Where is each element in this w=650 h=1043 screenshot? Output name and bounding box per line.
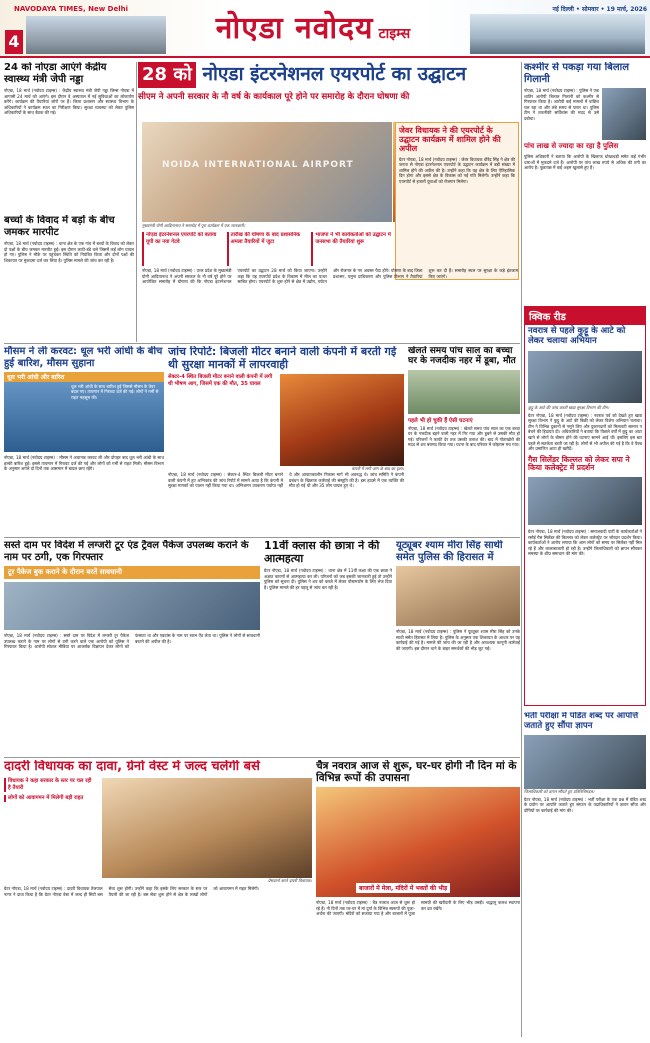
- quick-read-photo2: [528, 477, 642, 525]
- quick-read-3: [524, 712, 646, 1037]
- main-bullets: [142, 232, 392, 266]
- weather-photo-label: धूल भरी आंधी और बारिश: [4, 372, 164, 382]
- right-top-body2: पुलिस अधिकारी ने बताया कि आरोपी के खिलाफ धोखाधड़ी समेत कई गंभीर धाराओं में मुकदमे दर्ज हैं। आरोपी पर पांच लाख रुपये से अधिक की ठगी का आरोप है। पूछताछ में कई अहम खुलासे हुए हैं।: [524, 154, 646, 171]
- masthead-date: नई दिल्ली • सोमवार • 19 मार्च, 2026: [552, 6, 647, 13]
- quick-read-photo3: [524, 735, 646, 789]
- dadri-article: [4, 760, 312, 1035]
- right-top-body: नोएडा, 18 मार्च (नवोदय टाइम्स) : पुलिस ने एक शातिर आरोपी बिलाल गिलानी को कश्मीर से गिरफ्तार किया है। आरोपी कई मामलों में वांछित चल रहा था और लंबे समय से फरार था। पुलिस टीम ने तकनीकी सर्विलांस की मदद से उसे दबोचा।: [524, 88, 599, 121]
- meter-photo-caption: कंपनी में लगी आग के बाद का दृश्य।: [351, 466, 404, 472]
- weather-photo-text: धूल भरी आंधी के साथ बारिश हुई जिससे मौसम के तेवर बदल गए। तापमान में गिरावट दर्ज की गई। लोगों ने गर्मी से राहत महसूस की।: [71, 384, 159, 400]
- youtuber-body: नोएडा, 18 मार्च (नवोदय टाइम्स) : पुलिस ने यूट्यूबर श्याम मीरा सिंह को उनके साथी समेत हिरासत में लिया है। पुलिस के अनुसार एक शिकायत के आधार पर यह कार्रवाई की गई है। मामले की जांच की जा रही है और आवश्यक कानूनी कार्रवाई की जाएगी। इस दौरान थाने के बाहर समर्थकों की भीड़ जुट गई।: [396, 629, 520, 651]
- youtuber-article: [396, 540, 520, 755]
- rule-h3: [4, 757, 520, 758]
- main-caption: मुख्यमंत्री योगी आदित्यनाथ ने समारोह में पूरा कार्यक्रम में एक जानकारी।: [142, 223, 246, 228]
- masthead-photo-right: [470, 14, 645, 54]
- main-body: नोएडा, 18 मार्च (नवोदय टाइम्स) : उत्तर प्रदेश के मुख्यमंत्री योगी आदित्यनाथ ने अपनी सरकार के नौ वर्ष पूरे होने पर आयोजित समारोह में घोषणा की कि नोएडा इंटरनेशनल एयरपोर्ट का उद्घाटन 28 मार्च को किया जाएगा। उन्होंने कहा कि यह एयरपोर्ट प्रदेश के विकास में मील का पत्थर साबित होगा। एयरपोर्ट के शुरू होने से क्षेत्र में उद्योग, पर्यटन और रोजगार के नए अवसर पैदा होंगे। घोषणा के बाद जिला प्रशासन, यमुना प्राधिकरण और पुलिस विभाग ने तैयारियां शुरू कर दी हैं। समारोह स्थल पर सुरक्षा के कड़े इंतजाम किए जाएंगे।: [142, 268, 518, 285]
- left-mid-article: [4, 215, 134, 340]
- page-number: 4: [5, 30, 23, 54]
- left-mid-headline: बच्चों के विवाद में बड़ों के बीच जमकर मारपीट: [4, 215, 115, 238]
- masthead: [0, 0, 650, 58]
- dadri-photo: [102, 778, 312, 878]
- quick-read-headline2: गैस सिलेंडर किल्लत को लेकर सपा ने किया कलेक्ट्रेट में प्रदर्शन: [528, 454, 630, 473]
- luxury-article: [4, 540, 260, 755]
- dadri-caption: प्रेसवार्ता करते दादरी विधायक।: [268, 877, 312, 883]
- dadri-body: ग्रेटर नोएडा, 18 मार्च (नवोदय टाइम्स) : दादरी विधायक तेजपाल नागर ने दावा किया है कि ग्रेटर नोएडा वेस्ट में जल्द ही सिटी बस सेवा शुरू होगी। उन्होंने कहा कि इसके लिए सरकार के स्तर पर तैयारी की जा रही है। बस सेवा शुरू होने से क्षेत्र के लाखों लोगों को आवागमन में राहत मिलेगी।: [4, 885, 260, 897]
- navratra-article: [316, 760, 520, 1035]
- weather-photo: [4, 372, 164, 452]
- luxury-body: नोएडा, 18 मार्च (नवोदय टाइम्स) : सस्ते दाम पर विदेश में लग्जरी टूर पैकेज उपलब्ध कराने के नाम पर लोगों से ठगी करने वाले एक आरोपी को पुलिस ने गिरफ्तार किया है। आरोपी सोशल मीडिया पर आकर्षक विज्ञापन देकर लोगों को फंसाता था और एडवांस के नाम पर रकम ऐंठ लेता था। पुलिस ने लोगों से सावधानी बरतने की अपील की है।: [4, 633, 260, 650]
- canal-headline: खेलते समय पांच साल का बच्चा घर के नजदीक नहर में डूबा, मौत: [408, 346, 516, 367]
- right-top-photo: [602, 88, 646, 140]
- masthead-photo-left: [26, 16, 166, 54]
- navratra-photo: [316, 787, 520, 897]
- main-headline: [138, 62, 520, 88]
- weather-article: [4, 346, 164, 536]
- quick-read: [524, 306, 646, 706]
- youtuber-photo: [396, 566, 520, 626]
- masthead-title-main: नोएडा नवोदय: [215, 11, 374, 46]
- left-top-body: नोएडा, 18 मार्च (नवोदय टाइम्स) : केंद्रीय स्वास्थ्य मंत्री जेपी नड्डा जिम्स नोएडा में आगामी 24 मार्च को आएंगे। इस दौरान वे अस्पताल में नई सुविधाओं का लोकार्पण करेंगे। कार्यक्रम की तैयारियां जोरों पर हैं। जिला प्रशासन और स्वास्थ्य विभाग के अधिकारियों ने कार्यक्रम स्थल का निरीक्षण किया। सुरक्षा व्यवस्था को लेकर पुलिस अधिकारियों के साथ बैठक की गई।: [4, 88, 134, 116]
- rule-h2: [4, 537, 520, 538]
- sidebox-headline: जेवर विधायक ने की एयरपोर्ट के उद्घाटन कार्यक्रम में शामिल होने की अपील: [399, 126, 501, 154]
- quick-read-body3: ग्रेटर नोएडा, 18 मार्च (नवोदय टाइम्स) : भर्ती परीक्षा के एक प्रश्न में पंडित शब्द के प्रयोग पर आपत्ति जताते हुए संगठन के पदाधिकारियों ने ज्ञापन सौंपा और दोषियों पर कार्रवाई की मांग की।: [524, 796, 646, 813]
- masthead-left-tag: NAVODAYA TIMES, New Delhi: [14, 5, 128, 13]
- main-bullet-3: भाजपा ने भी कार्यकर्ताओं को उद्घाटन में जनसभा की तैयारियां शुरू: [311, 232, 392, 266]
- right-top-inset: पांच लाख से ज्यादा का रहा है पुलिस: [524, 142, 619, 150]
- student-headline: 11वीं क्लास की छात्रा ने की आत्महत्या: [264, 540, 380, 565]
- quick-read-headline: नवरात्र से पहले कुट्टू के आटे को लेकर चलाया अभियान: [528, 326, 626, 346]
- luxury-banner: टूर पैकेज बुक कराने के दौरान बरतें सावधानी: [4, 566, 260, 579]
- left-mid-body: नोएडा, 18 मार्च (नवोदय टाइम्स) : थाना क्षेत्र के एक गांव में बच्चों के विवाद को लेकर दो पक्षों के बीच जमकर मारपीट हुई। इस दौरान लाठी-डंडे चले जिसमें कई लोग घायल हो गए। पुलिस ने मौके पर पहुंचकर स्थिति को नियंत्रित किया और दोनों पक्षों की शिकायत पर मुकदमा दर्ज कर लिया है। पुलिस मामले की जांच कर रही है।: [4, 241, 134, 263]
- quick-read-title: क्विक रीड: [525, 307, 645, 325]
- rule-left: [136, 62, 137, 342]
- weather-headline: मौसम ने ली करवट: धूल भरी आंधी के बीच हुई बारिश, मौसम सुहाना: [4, 346, 163, 369]
- main-sidebox: [395, 122, 519, 280]
- canal-inset: पहले भी हो चुकी हैं ऐसी घटनाएं: [408, 417, 473, 424]
- rule-h1: [4, 343, 520, 344]
- quick-read-photo: [528, 351, 642, 403]
- right-top-article: [524, 62, 646, 302]
- meter-body: नोएडा, 18 मार्च (नवोदय टाइम्स) : सेक्टर-4 स्थित बिजली मीटर बनाने वाली कंपनी में हुए अग्निकांड की जांच रिपोर्ट में सामने आया है कि कंपनी में सुरक्षा मानकों का पालन नहीं किया गया था। अग्निशमन उपकरण पर्याप्त नहीं थे और आपातकालीन निकास मार्ग भी अवरुद्ध थे। जांच समिति ने कंपनी प्रबंधन के खिलाफ कार्रवाई की संस्तुति की है। इस हादसे में एक व्यक्ति की मौत हो गई थी और 35 लोग घायल हुए थे।: [168, 472, 404, 489]
- main-photo-text: NOIDA INTERNATIONAL AIRPORT: [162, 160, 354, 170]
- canal-body: नोएडा, 18 मार्च (नवोदय टाइम्स) : खेलते समय पांच साल का एक बच्चा घर के नजदीक बहने वाली नहर में गिर गया और डूबने से उसकी मौत हो गई। परिजनों ने काफी देर तक उसकी तलाश की। बाद में गोताखोरों की मदद से शव बरामद किया गया। घटना के बाद परिवार में कोहराम मच गया।: [408, 425, 520, 448]
- masthead-title-small: टाइम्स: [378, 26, 411, 42]
- dadri-bullets: [4, 778, 94, 802]
- quick-read-body2: ग्रेटर नोएडा, 18 मार्च (नवोदय टाइम्स) : समाजवादी पार्टी के कार्यकर्ताओं ने रसोई गैस सिलेंडर की किल्लत को लेकर कलेक्ट्रेट पर जोरदार प्रदर्शन किया। कार्यकर्ताओं ने आरोप लगाया कि आम लोगों को समय पर सिलेंडर नहीं मिल रहे हैं और कालाबाजारी हो रही है। उन्होंने जिलाधिकारी को ज्ञापन सौंपकर समस्या के शीघ्र समाधान की मांग की।: [528, 528, 642, 557]
- youtuber-headline: यूट्यूबर श्याम मीरा सिंह साथी समेत पुलिस की हिरासत में: [396, 540, 503, 563]
- luxury-photo: [4, 582, 260, 630]
- navratra-body: नोएडा, 18 मार्च (नवोदय टाइम्स) : चैत्र नवरात्र आज से शुरू हो रहे हैं। नौ दिनों तक घर-घर में मां दुर्गा के विभिन्न स्वरूपों की पूजा-अर्चना की जाएगी। मंदिरों को सजाया गया है और बाजारों में पूजा सामग्री की खरीदारी के लिए भीड़ उमड़ी। श्रद्धालु कलश स्थापना कर व्रत रखेंगे।: [316, 900, 520, 917]
- main-subhead: सीएम ने अपनी सरकार के नौ वर्ष के कार्यकाल पूरे होने पर समारोह के दौरान घोषणा की: [138, 92, 410, 102]
- quick-read-headline3: भर्ती परीक्षा में पंडित शब्द पर आपत्ति जताते हुए सौंपा ज्ञापन: [524, 712, 639, 731]
- left-top-headline: 24 को नोएडा आएंगे केंद्रीय स्वास्थ्य मंत्री जेपी नड्डा: [4, 62, 107, 85]
- navratra-photo-label: बाजारों में मेला, मंदिरों में भक्तों की भीड़: [356, 883, 450, 893]
- canal-photo: [408, 370, 520, 414]
- meter-headline: जांच रिपोर्ट: बिजली मीटर बनाने वाली कंपनी में बरती गई थी सुरक्षा मानकों में लापरवाही: [168, 346, 397, 371]
- sidebox-body: ग्रेटर नोएडा, 18 मार्च (नवोदय टाइम्स) : जेवर विधायक धीरेंद्र सिंह ने क्षेत्र की जनता से नोएडा इंटरनेशनल एयरपोर्ट के उद्घाटन कार्यक्रम में बड़ी संख्या में शामिल होने की अपील की है। उन्होंने कहा कि यह क्षेत्र के लिए ऐतिहासिक दिन होगा और इससे क्षेत्र के विकास को नई गति मिलेगी। उन्होंने कहा कि एयरपोर्ट से हजारों युवाओं को रोजगार मिलेगा।: [399, 156, 515, 184]
- meter-photo: [280, 374, 404, 466]
- weather-body: नोएडा, 18 मार्च (नवोदय टाइम्स) : मौसम ने अचानक करवट ली और दोपहर बाद धूल भरी आंधी के साथ हल्की बारिश हुई। इससे तापमान में गिरावट दर्ज की गई और लोगों को गर्मी से राहत मिली। मौसम विभाग के अनुसार अगले दो दिनों तक आसमान में बादल छाए रहेंगे।: [4, 455, 164, 472]
- main-photo: [142, 122, 392, 222]
- quick-read-caption3: जिलाधिकारी को ज्ञापन सौंपते हुए प्रतिनिधिमंडल।: [524, 788, 595, 794]
- main-headline-block: [138, 62, 520, 120]
- masthead-title: [168, 6, 458, 56]
- meter-highlight: सेक्टर-4 स्थित बिजली मीटर बनाने वाली कंपनी में लगी थी भीषण आग, जिसमें एक की मौत, 35 घायल: [168, 374, 273, 388]
- canal-article: [408, 346, 520, 536]
- rule-right: [521, 62, 522, 1037]
- main-headline-num: 28 को: [138, 62, 196, 88]
- navratra-headline: चैत्र नवरात्र आज से शुरू, घर-घर होगी नौ दिन मां के विभिन्न रूपों की उपासना: [316, 760, 517, 785]
- student-body: ग्रेटर नोएडा, 18 मार्च (नवोदय टाइम्स) : थाना क्षेत्र में 11वीं कक्षा की एक छात्रा ने अज्ञात कारणों से आत्महत्या कर ली। परिजनों को जब इसकी जानकारी हुई तो उन्होंने पुलिस को सूचना दी। पुलिस ने शव को कब्जे में लेकर पोस्टमार्टम के लिए भेज दिया है। पुलिस मामले की हर पहलू से जांच कर रही है।: [264, 568, 392, 591]
- right-top-headline: कश्मीर से पकड़ा गया बिलाल गिलानी: [524, 62, 630, 85]
- main-bullet-1: नोएडा इंटरनेशनल एयरपोर्ट को बताया यूपी का नया गेटवे: [142, 232, 223, 266]
- dadri-bullet-1: विधायक ने कहा सरकार के स्तर पर चल रही है तैयारी: [4, 778, 94, 792]
- luxury-headline: सस्ते दाम पर विदेश में लग्जरी टूर एंड ट्रैवल पैकेज उपलब्ध कराने के नाम पर ठगी, एक गिरफ्तार: [4, 540, 249, 563]
- quick-read-caption: कुट्टू के आटे की जांच करती खाद्य सुरक्षा विभाग की टीम।: [528, 404, 610, 410]
- main-headline-text: नोएडा इंटरनेशनल एयरपोर्ट का उद्घाटन: [202, 63, 467, 85]
- quick-read-body: ग्रेटर नोएडा, 18 मार्च (नवोदय टाइम्स) : नवरात्र पर्व को देखते हुए खाद्य सुरक्षा विभाग ने कुट्टू के आटे की बिक्री को लेकर विशेष अभियान चलाया। टीम ने विभिन्न दुकानों से नमूने लिए और दुकानदारों को मिलावटी सामान न बेचने की हिदायत दी। अधिकारियों ने बताया कि पिछले वर्षों में कुट्टू का आटा खाने से लोगों के बीमार होने की घटनाएं सामने आई थीं। इसलिए इस बार पहले से सतर्कता बरती जा रही है। लोगों से भी अपील की गई है कि वे पैक्ड और प्रमाणित आटा ही खरीदें।: [528, 412, 642, 452]
- main-bullet-2: तारीख की घोषणा के बाद प्रशासनिक अमला तैयारियों में जुटा: [227, 232, 308, 266]
- student-article: [264, 540, 392, 755]
- dadri-headline: दादरी विधायक का दावा, ग्रेनो वेस्ट में जल्द चलेंगी बसें: [4, 760, 260, 774]
- meter-article: [168, 346, 404, 536]
- left-top-article: [4, 62, 134, 212]
- dadri-bullet-2: लोगों को आवागमन में मिलेगी बड़ी राहत: [4, 795, 94, 802]
